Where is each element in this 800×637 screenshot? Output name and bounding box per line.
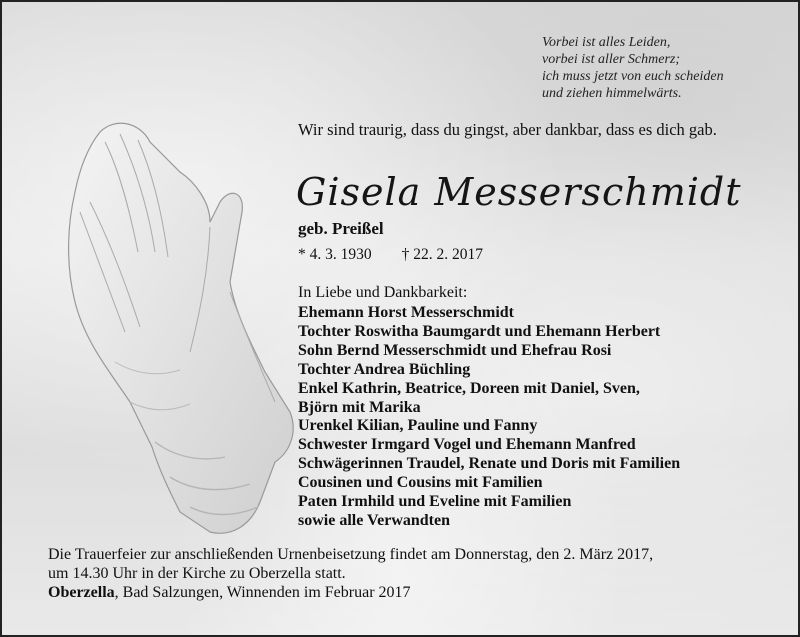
- funeral-info: [48, 545, 653, 602]
- place-rest: , Bad Salzungen, Winnenden im Februar 2017: [114, 584, 411, 601]
- list-item: Tochter Roswitha Baumgardt und Ehemann Herbert: [298, 322, 661, 340]
- birth-name: geb. Preißel: [298, 219, 384, 238]
- mourners-list: [298, 304, 680, 531]
- list-item: Ehemann Horst Messerschmidt: [298, 304, 514, 321]
- poem-verse: [542, 34, 782, 102]
- praying-hands-illustration: [60, 112, 300, 542]
- poem-line: vorbei ist aller Schmerz;: [542, 52, 681, 67]
- mourners-intro: In Liebe und Dankbarkeit:: [298, 284, 468, 301]
- list-item: Paten Irmhild und Eveline mit Familien: [298, 493, 572, 511]
- death-date: † 22. 2. 2017: [401, 246, 483, 263]
- poem-line: ich muss jetzt von euch scheiden: [542, 69, 724, 84]
- list-item: Schwester Irmgard Vogel und Ehemann Manfred: [298, 436, 636, 454]
- place-bold: Oberzella: [48, 584, 115, 601]
- poem-line: Vorbei ist alles Leiden,: [542, 35, 671, 50]
- list-item: Björn mit Marika: [298, 398, 421, 416]
- deceased-name: Gisela Messerschmidt: [296, 170, 742, 214]
- place-and-date: [48, 583, 653, 602]
- funeral-info-line: um 14.30 Uhr in der Kirche zu Oberzella statt.: [48, 565, 346, 582]
- list-item: Enkel Kathrin, Beatrice, Doreen mit Daniel, Sven,: [298, 379, 640, 397]
- birth-date: * 4. 3. 1930: [298, 246, 372, 263]
- funeral-info-line: Die Trauerfeier zur anschließenden Urnenbeisetzung findet am Donnerstag, den 2. März 2017,: [48, 546, 654, 563]
- list-item: Schwägerinnen Traudel, Renate und Doris mit Familien: [298, 455, 681, 473]
- list-item: Sohn Bernd Messerschmidt und Ehefrau Rosi: [298, 341, 612, 359]
- list-item: sowie alle Verwandten: [298, 511, 450, 529]
- motto-text: Wir sind traurig, dass du gingst, aber dankbar, dass es dich gab.: [298, 120, 717, 139]
- list-item: Cousinen und Cousins mit Familien: [298, 474, 543, 492]
- list-item: Urenkel Kilian, Pauline und Fanny: [298, 417, 538, 435]
- poem-line: und ziehen himmelwärts.: [542, 86, 682, 101]
- list-item: Tochter Andrea Büchling: [298, 360, 471, 378]
- life-dates: [298, 246, 483, 264]
